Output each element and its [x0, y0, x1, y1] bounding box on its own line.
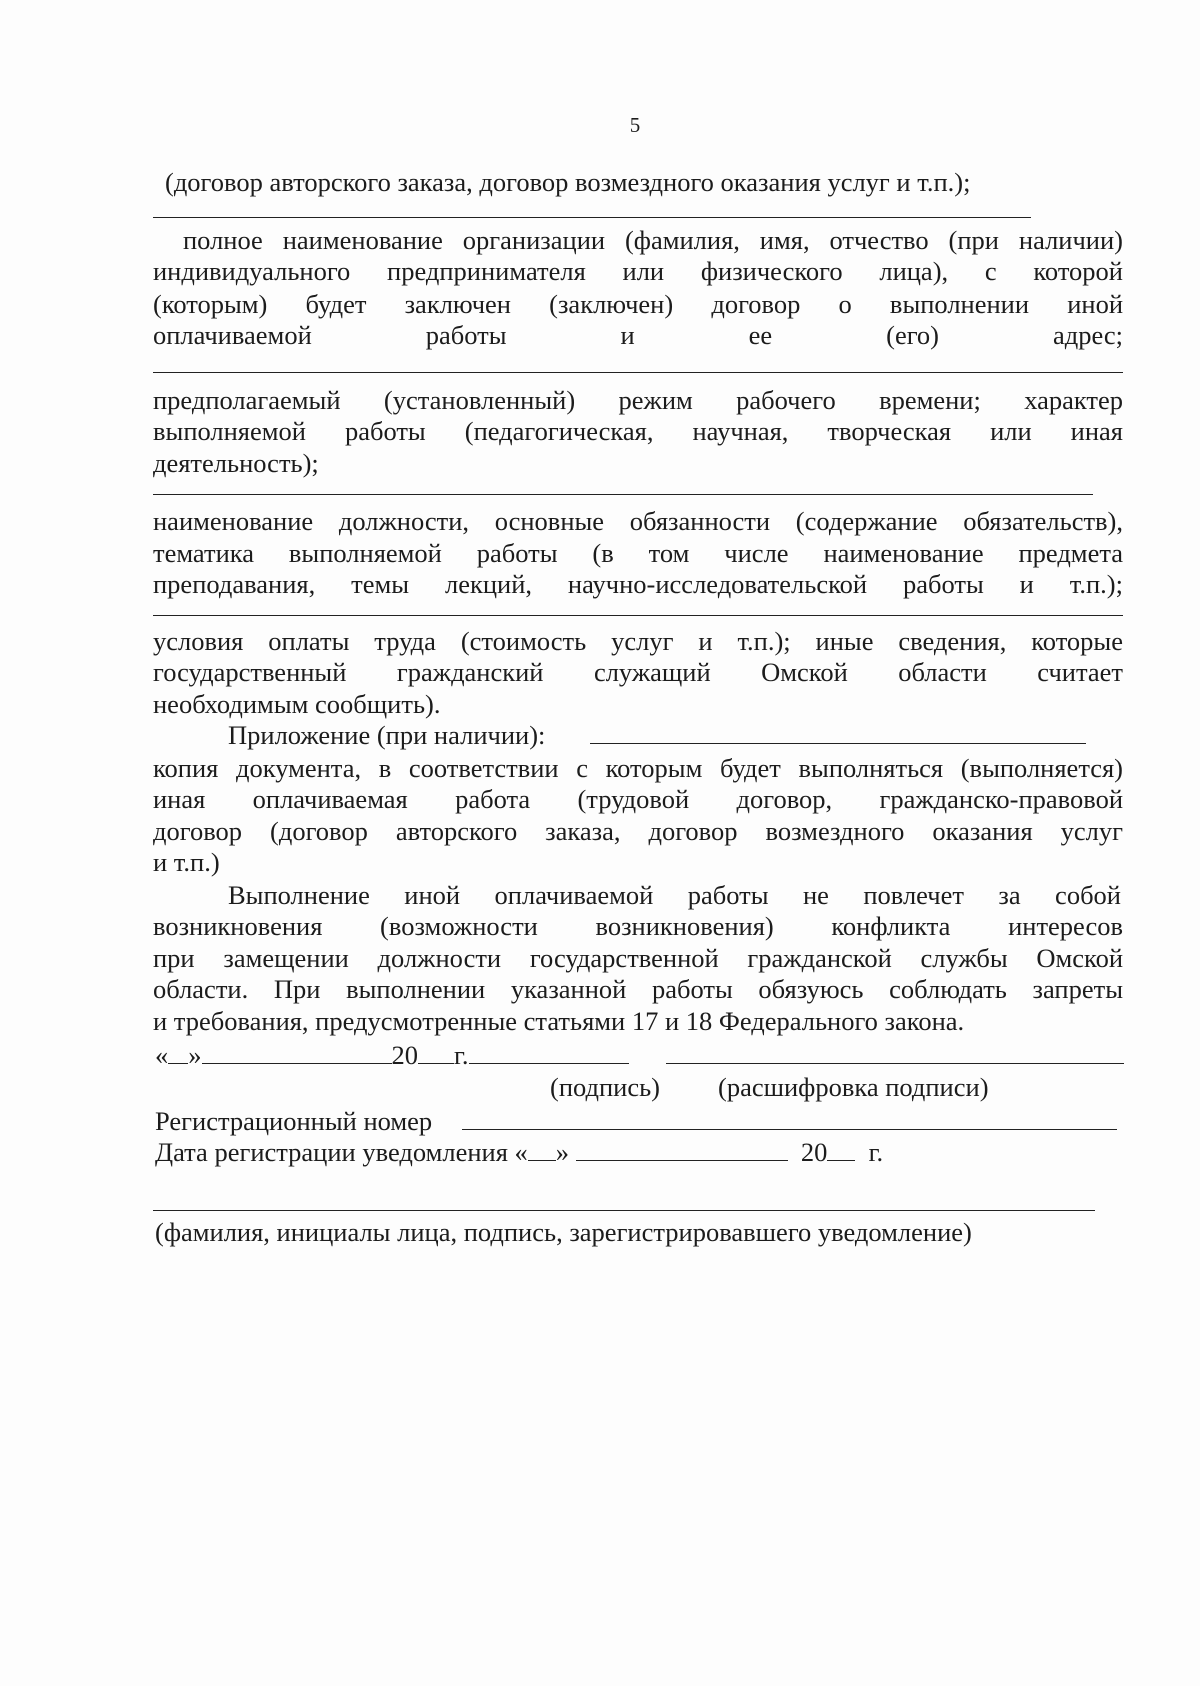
registration-month-field[interactable] — [576, 1138, 788, 1161]
date-open-quote: « — [155, 1040, 169, 1070]
registrar-caption: (фамилия, инициалы лица, подпись, зарегистрировавшего уведомление) — [155, 1217, 972, 1247]
attachment-line-4: и т.п.) — [153, 847, 220, 877]
date-year-field[interactable] — [418, 1041, 454, 1064]
date-close-quote: » — [188, 1040, 202, 1070]
org-block-line-3: (которым) будет заключен (заключен) договор о выполнении иной — [153, 289, 1123, 319]
position-line-3: преподавания, темы лекций, научно-исследовательской работы и т.п.); — [153, 569, 1123, 599]
attachment-label: Приложение (при наличии): — [228, 720, 546, 750]
registration-year-suffix: г. — [868, 1137, 884, 1167]
attachment-line-2: иная оплачиваемая работа (трудовой договор, гражданско-правовой — [153, 784, 1123, 814]
statement-line-3: при замещении должности государственной гражданской службы Омской — [153, 943, 1123, 973]
registration-year-prefix: 20 — [800, 1137, 828, 1167]
registration-year-field[interactable] — [827, 1138, 855, 1161]
statement-line-5: и требования, предусмотренные статьями 17 и 18 Федерального закона. — [153, 1006, 965, 1036]
registration-date-line — [155, 1137, 883, 1167]
registration-day-field[interactable] — [528, 1138, 556, 1161]
registration-date-close: » — [555, 1137, 570, 1167]
position-line-1: наименование должности, основные обязанности (содержание обязательств), — [153, 506, 1123, 536]
org-block-line-1: полное наименование организации (фамилия, имя, отчество (при наличии) — [183, 225, 1123, 255]
payment-line-1: условия оплаты труда (стоимость услуг и т.п.); иные сведения, которые — [153, 626, 1123, 656]
date-year-suffix: г. — [454, 1040, 469, 1070]
statement-line-1: Выполнение иной оплачиваемой работы не повлечет за собой — [228, 880, 1121, 910]
payment-rule — [153, 615, 1123, 616]
work-mode-line-2: выполняемой работы (педагогическая, научная, творческая или иная — [153, 416, 1123, 446]
registrar-rule[interactable] — [153, 1210, 1095, 1211]
org-block-line-2: индивидуального предпринимателя или физического лица), с которой — [153, 256, 1123, 286]
date-month-field[interactable] — [202, 1041, 392, 1064]
work-mode-rule — [153, 372, 1123, 373]
attachment-field[interactable] — [590, 743, 1086, 744]
date-year-prefix: 20 — [391, 1040, 418, 1070]
statement-line-2: возникновения (возможности возникновения) конфликта интересов — [153, 911, 1123, 941]
page-number: 5 — [629, 113, 641, 137]
registration-number-label: Регистрационный номер — [155, 1106, 433, 1136]
attachment-line-3: договор (договор авторского заказа, договор возмездного оказания услуг — [153, 816, 1123, 846]
payment-line-2: государственный гражданский служащий Омской области считает — [153, 657, 1123, 687]
signature-field[interactable] — [469, 1041, 629, 1064]
registration-date-label: Дата регистрации уведомления « — [155, 1137, 528, 1167]
decoding-caption: (расшифровка подписи) — [718, 1072, 989, 1102]
signature-caption: (подпись) — [550, 1072, 661, 1102]
position-rule — [153, 494, 1093, 495]
registration-number-field[interactable] — [462, 1129, 1117, 1130]
work-mode-line-1: предполагаемый (установленный) режим рабочего времени; характер — [153, 385, 1123, 415]
payment-line-3: необходимым сообщить). — [153, 689, 441, 719]
signature-decoding-field[interactable] — [666, 1063, 1124, 1064]
org-name-rule — [153, 217, 1031, 218]
contract-note: (договор авторского заказа, договор возмездного оказания услуг и т.п.); — [165, 167, 971, 197]
work-mode-line-3: деятельность); — [153, 448, 319, 478]
date-line — [155, 1040, 629, 1070]
date-day-field[interactable] — [168, 1041, 188, 1064]
position-line-2: тематика выполняемой работы (в том числе наименование предмета — [153, 538, 1123, 568]
org-block-line-4: оплачиваемой работы и ее (его) адрес; — [153, 320, 1123, 350]
attachment-line-1: копия документа, в соответствии с которым будет выполняться (выполняется) — [153, 753, 1123, 783]
statement-line-4: области. При выполнении указанной работы обязуюсь соблюдать запреты — [153, 974, 1123, 1004]
